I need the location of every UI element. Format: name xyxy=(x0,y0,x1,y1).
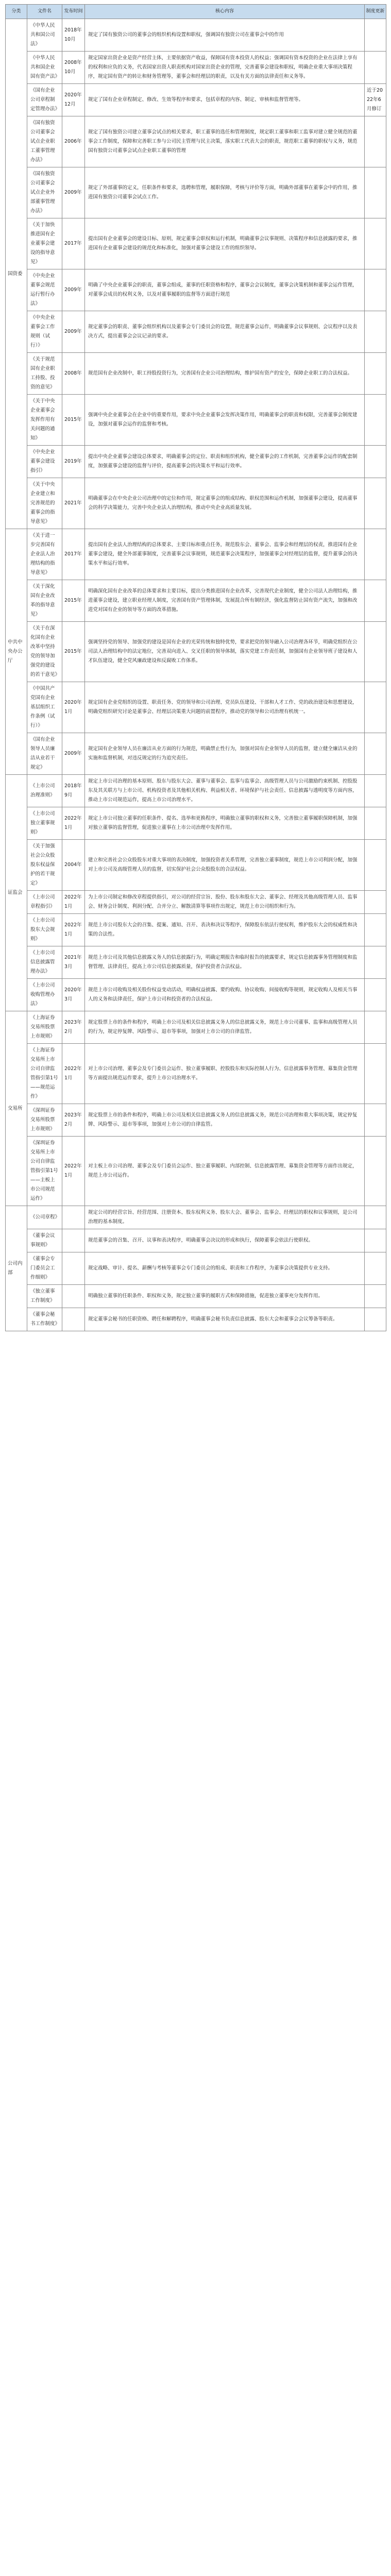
update-status-cell xyxy=(365,1104,386,1137)
publish-date-cell: 2022年1月 xyxy=(62,807,85,840)
core-content-cell: 建立和完善社会公众股股东对重大事项的表决制度，加强投资者关系管理，完善独立董事制度，规范上市公司利润分配，加强对上市公司及高级管理人员的监督，切实保护社会公众股股东的合法权益。 xyxy=(85,840,365,891)
update-status-cell xyxy=(365,116,386,167)
file-name-cell: 《国有独资公司董事会试点企业职工董事管理办法》 xyxy=(27,116,62,167)
publish-date-cell: 2019年 xyxy=(62,446,85,478)
file-name-cell: 《中华人民共和国企业国有资产法》 xyxy=(27,52,62,84)
file-name-cell: 《上市公司独立董事规则》 xyxy=(27,807,62,840)
file-name-cell: 《上海证券交易所上市公司自律监管指引第1号——规范运作》 xyxy=(27,1044,62,1104)
table-row xyxy=(6,622,386,682)
table-row xyxy=(6,1011,386,1044)
table-row xyxy=(6,84,386,116)
core-content-cell: 规定上市公司独立董事的任职条件、提名、选举和更换程序，明确独立董事的职权和义务，完善独立董事履职保障机制，加强对独立董事的监督管理，促进独立董事在上市公司治理中发挥作用。 xyxy=(85,807,365,840)
core-content-cell: 对上市公司治理、董事会及专门委员会运作、独立董事履职、控股股东和实际控制人行为、信息披露事务管理、募集资金管理等方面提出规范运作要求，提升上市公司治理水平。 xyxy=(85,1044,365,1104)
publish-date-cell: 2009年 xyxy=(62,269,85,311)
core-content-cell: 规范上市公司收购及相关股份权益变动活动，明确权益披露、要约收购、协议收购、间接收购等规则，规定收购人及相关当事人的义务和法律责任，保护上市公司和投资者的合法权益。 xyxy=(85,979,365,1011)
core-content-cell: 对主板上市公司治理、董事会及专门委员会运作、独立董事履职、内部控制、信息披露管理、募集资金管理等方面作出规定，规范上市公司运作。 xyxy=(85,1137,365,1206)
publish-date-cell xyxy=(62,1206,85,1229)
update-status-cell xyxy=(365,1229,386,1252)
table-row xyxy=(6,311,386,353)
table-body xyxy=(6,19,386,1331)
file-name-cell: 《上市公司章程指引》 xyxy=(27,891,62,914)
core-content-cell: 规定董事会秘书的任职资格、聘任和解聘程序，明确董事会秘书负责信息披露、股东大会和董事会会议筹备等职责。 xyxy=(85,1308,365,1331)
publish-date-cell xyxy=(62,1229,85,1252)
update-status-cell xyxy=(365,733,386,775)
file-name-cell: 《中央企业董事会规范运行暂行办法》 xyxy=(27,269,62,311)
file-name-cell: 《上市公司股东大会规则》 xyxy=(27,914,62,946)
update-status-cell xyxy=(365,807,386,840)
table-row xyxy=(6,1104,386,1137)
table-row xyxy=(6,218,386,269)
file-name-cell: 《董事会议事规则》 xyxy=(27,1229,62,1252)
update-status-cell xyxy=(365,1252,386,1285)
publish-date-cell xyxy=(62,1285,85,1308)
table-row xyxy=(6,1285,386,1308)
update-status-cell xyxy=(365,1137,386,1206)
core-content-cell: 规范董事会的召集、召开、议事和表决程序，明确董事会决议的形成和执行，保障董事会依法行使职权。 xyxy=(85,1229,365,1252)
update-status-cell xyxy=(365,840,386,891)
update-status-cell xyxy=(365,946,386,979)
file-name-cell: 《中国共产党国有企业基层组织工作条例（试行）》 xyxy=(27,682,62,733)
core-content-cell: 为上市公司制定和修改章程提供指引，对公司的经营宗旨、股份、股东和股东大会、董事会、经理及其他高级管理人员、监事会、财务会计制度、利润分配、合并分立、解散清算等事项作出规定，规范上市公司组织和行为。 xyxy=(85,891,365,914)
core-content-cell: 强调中央企业董事会在企业中的重要作用，要求中央企业董事会发挥决策作用，明确董事会的职责和权限，完善董事会制度建设，加强对董事会运作的监督和考核。 xyxy=(85,395,365,446)
publish-date-cell: 2015年 xyxy=(62,622,85,682)
file-name-cell: 《董事会秘书工作制度》 xyxy=(27,1308,62,1331)
publish-date-cell: 2018年10月 xyxy=(62,19,85,52)
core-content-cell: 提出国有企业董事会的建设目标、原则，规定董事会职权和运行机制，明确董事会议事规则、决策程序和信息披露的要求，推进国有企业董事会建设的规范化和标准化，加强对董事会建设工作的组织领导。 xyxy=(85,218,365,269)
table-row xyxy=(6,116,386,167)
file-name-cell: 《国有企业领导人员廉洁从业若干规定》 xyxy=(27,733,62,775)
file-name-cell: 《独立董事工作制度》 xyxy=(27,1285,62,1308)
core-content-cell: 规定了外部董事的定义，任职条件和要求，选聘和管理，履职保障，考核与评价等方面，明确外部董事在董事会中的作用，推进国有独资公司董事会试点工作。 xyxy=(85,167,365,218)
core-content-cell: 规范上市公司股东大会的召集、提案、通知、召开、表决和决议等程序，保障股东依法行使权利，维护股东大会的权威性和决策的合法性。 xyxy=(85,914,365,946)
core-content-cell: 规定了国有企业章程制定、修改、生效等程序和要求，包括章程的内容、制定、审核和监督管理等。 xyxy=(85,84,365,116)
core-content-cell: 规定战略、审计、提名、薪酬与考核等董事会专门委员会的组成、职责和工作程序，为董事会决策提供专业支持。 xyxy=(85,1252,365,1285)
update-status-cell xyxy=(365,311,386,353)
table-row xyxy=(6,682,386,733)
publish-date-cell xyxy=(62,1252,85,1285)
table-row xyxy=(6,946,386,979)
publish-date-cell: 2020年1月 xyxy=(62,682,85,733)
publish-date-cell: 2009年 xyxy=(62,167,85,218)
file-name-cell: 《关于规范国有企业职工持股、投资的意见》 xyxy=(27,353,62,395)
file-name-cell: 《关于在深化国有企业改革中坚持党的领导加强党的建设的若干意见》 xyxy=(27,622,62,682)
publish-date-cell: 2020年3月 xyxy=(62,979,85,1011)
publish-date-cell: 2017年 xyxy=(62,218,85,269)
update-status-cell xyxy=(365,682,386,733)
core-content-cell: 规定国有企业党组织的设置、职责任务、党的领导和公司治理、党员队伍建设、干部和人才工作、党的政治建设和思想建设，明确党组织研究讨论是董事会、经理层决策重大问题的前置程序，推动党的领导和公司治理有机统一。 xyxy=(85,682,365,733)
table-row xyxy=(6,1252,386,1285)
table-row xyxy=(6,446,386,478)
category-cell: 证监会 xyxy=(6,775,27,1011)
file-name-cell: 《中央企业董事会建设指引》 xyxy=(27,446,62,478)
core-content-cell: 规定上市公司治理的基本原则、股东与股东大会、董事与董事会、监事与监事会、高级管理人员与公司激励约束机制、控股股东及其关联方与上市公司、机构投资者及其他相关机构、利益相关者、环境保护与社会责任、信息披露与透明度等方面内容，推动上市公司规范运作，提高上市公司治理水平。 xyxy=(85,775,365,807)
update-status-cell xyxy=(365,52,386,84)
publish-date-cell: 2022年1月 xyxy=(62,914,85,946)
update-status-cell xyxy=(365,529,386,580)
core-content-cell: 提出中央企业董事会建设总体要求，明确董事会的定位、职责和组织机构，健全董事会的工作机制，完善董事会运作的配套制度，加强董事会建设的监督与评价，提高董事会的决策水平和运行效率。 xyxy=(85,446,365,478)
core-content-cell: 强调坚持党的领导、加强党的建设是国有企业的光荣传统和独特优势，要求把党的领导融入公司治理各环节，明确党组织在公司法人治理结构中的法定地位，完善双向进入、交叉任职的领导体制，落实党建工作责任制，加强国有企业领导班子建设和人才队伍建设，健全党风廉政建设和反腐败工作体系。 xyxy=(85,622,365,682)
header-category: 分类 xyxy=(6,5,27,19)
publish-date-cell: 2009年 xyxy=(62,733,85,775)
table-row xyxy=(6,1308,386,1331)
update-status-cell xyxy=(365,446,386,478)
update-status-cell xyxy=(365,218,386,269)
publish-date-cell: 2023年2月 xyxy=(62,1011,85,1044)
update-status-cell xyxy=(365,478,386,529)
table-row xyxy=(6,914,386,946)
table-row xyxy=(6,891,386,914)
update-status-cell xyxy=(365,914,386,946)
file-name-cell: 《关于深化国有企业改革的指导意见》 xyxy=(27,580,62,622)
table-row xyxy=(6,840,386,891)
table-row xyxy=(6,979,386,1011)
publish-date-cell: 2022年1月 xyxy=(62,1137,85,1206)
update-status-cell xyxy=(365,1206,386,1229)
update-status-cell xyxy=(365,979,386,1011)
update-status-cell: 近于2022年6月修订 xyxy=(365,84,386,116)
core-content-cell: 规定股票上市的条件和程序，明确上市公司及相关信息披露义务人的信息披露义务，规范公司治理和重大事项决策，规定停复牌、风险警示、退市等事项，加强对上市公司的自律监管。 xyxy=(85,1104,365,1137)
publish-date-cell: 2006年 xyxy=(62,116,85,167)
update-status-cell xyxy=(365,891,386,914)
table-row xyxy=(6,807,386,840)
header-updated: 制度更新 xyxy=(365,5,386,19)
update-status-cell xyxy=(365,1285,386,1308)
table-row xyxy=(6,775,386,807)
table-row xyxy=(6,1137,386,1206)
table-row xyxy=(6,395,386,446)
core-content-cell: 规定了国有独资公司建立董事会试点的相关要求，职工董事的选任和管理制度，规定职工董事和职工监事对建立健全规范的董事会工作制度，保障和完善职工参与公司民主管理与民主决策，落实职工代表大会的职责，规范职工董事的职权与义务，规范国有独资公司董事会试点企业职工董事的管理 xyxy=(85,116,365,167)
file-name-cell: 《关于中央企业董事会发挥作用有关问题的通知》 xyxy=(27,395,62,446)
publish-date-cell: 2015年 xyxy=(62,580,85,622)
publish-date-cell: 2009年 xyxy=(62,311,85,353)
file-name-cell: 《公司章程》 xyxy=(27,1206,62,1229)
file-name-cell: 《上市公司治理准则》 xyxy=(27,775,62,807)
publish-date-cell: 2008年10月 xyxy=(62,52,85,84)
core-content-cell: 明确了中央企业董事会的职责，董事会组成，董事的任职资格和程序，董事会会议制度，董事会决策机制和董事会运作管理，对董事会成员的权利义务，以及对董事履职的监督等方面进行规范 xyxy=(85,269,365,311)
publish-date-cell: 2023年2月 xyxy=(62,1104,85,1137)
file-name-cell: 《深圳证券交易所股票上市规则》 xyxy=(27,1104,62,1137)
publish-date-cell: 2022年1月 xyxy=(62,891,85,914)
publish-date-cell: 2017年 xyxy=(62,529,85,580)
file-name-cell: 《关于中央企业建立和完善规范的董事会的指导意见》 xyxy=(27,478,62,529)
update-status-cell xyxy=(365,353,386,395)
header-file: 文件名 xyxy=(27,5,62,19)
publish-date-cell: 2008年 xyxy=(62,353,85,395)
update-status-cell xyxy=(365,269,386,311)
publish-date-cell: 2021年3月 xyxy=(62,946,85,979)
header-content: 核心内容 xyxy=(85,5,365,19)
file-name-cell: 《上市公司收购管理办法》 xyxy=(27,979,62,1011)
publish-date-cell: 2021年 xyxy=(62,478,85,529)
publish-date-cell: 2018年9月 xyxy=(62,775,85,807)
table-row xyxy=(6,1206,386,1229)
update-status-cell xyxy=(365,1044,386,1104)
core-content-cell: 规定国家出资企业是资产经营主体，主要依据资产收益，保障国有资本投资人的权益；强调国有资本投资的企业在法律上享有的权利和应负的义务，代表国家出资人职责机构对国家出资企业的管理，完善董事会建设和职权，明确企业重大事项决策程序，规定国有资产的转让和财务管理等，董事会和经理层的职责，以及有关方面的法律责任和义务等。 xyxy=(85,52,365,84)
category-cell: 国资委 xyxy=(6,19,27,529)
publish-date-cell xyxy=(62,1308,85,1331)
update-status-cell xyxy=(365,1308,386,1331)
core-content-cell: 明确独立董事的任职条件、职权和义务，规定独立董事的履职方式和保障措施，促进独立董事充分发挥作用。 xyxy=(85,1285,365,1308)
category-cell: 中共中央办公厅 xyxy=(6,529,27,775)
category-cell: 交易所 xyxy=(6,1011,27,1206)
table-row xyxy=(6,167,386,218)
header-date: 发布时间 xyxy=(62,5,85,19)
table-row xyxy=(6,580,386,622)
file-name-cell: 《国有独资公司董事会试点企业外部董事管理办法》 xyxy=(27,167,62,218)
core-content-cell: 规定国有企业领导人员在廉洁从业方面的行为规范，明确禁止性行为，加强对国有企业领导人员的监督，建立健全廉洁从业的实施和监督机制，对违反规定的行为追究责任。 xyxy=(85,733,365,775)
publish-date-cell: 2015年 xyxy=(62,395,85,446)
core-content-cell: 规定股票上市的条件和程序，明确上市公司及相关信息披露义务人的信息披露义务，规范上市公司董事、监事和高级管理人员的行为，规定停复牌、风险警示、退市等事项，加强对上市公司的自律监管。 xyxy=(85,1011,365,1044)
table-row xyxy=(6,478,386,529)
update-status-cell xyxy=(365,1011,386,1044)
regulations-table xyxy=(5,4,386,1331)
table-row xyxy=(6,1044,386,1104)
file-name-cell: 《关于进一步完善国有企业法人治理结构的指导意见》 xyxy=(27,529,62,580)
update-status-cell xyxy=(365,167,386,218)
update-status-cell xyxy=(365,622,386,682)
table-row xyxy=(6,733,386,775)
file-name-cell: 《上市公司信息披露管理办法》 xyxy=(27,946,62,979)
file-name-cell: 《中央企业董事会工作规则（试行）》 xyxy=(27,311,62,353)
table-row xyxy=(6,19,386,52)
table-row xyxy=(6,529,386,580)
publish-date-cell: 2022年1月 xyxy=(62,1044,85,1104)
core-content-cell: 规范国有企业改制中，职工持股投资行为，完善国有企业公司治理结构，维护国有资产的安全，保障企业职工的合法权益。 xyxy=(85,353,365,395)
core-content-cell: 提出国有企业法人治理结构的总体要求、主要目标和重点任务，规范股东会、董事会、监事会和经理层的权责，推进国有企业董事会建设，健全外部董事制度，完善董事会议事规则，规范董事会决策程序，加强董事会对经理层的监督，提升董事会的决策水平和运行效率。 xyxy=(85,529,365,580)
file-name-cell: 《关于加快推进国有企业董事会建设的指导意见》 xyxy=(27,218,62,269)
core-content-cell: 明确董事会在中央企业公司治理中的定位和作用，规定董事会的组成结构、职权范围和运作机制，加强董事会建设，提高董事会的科学决策能力，完善中央企业法人治理结构，推动中央企业高质量发展。 xyxy=(85,478,365,529)
table-row xyxy=(6,52,386,84)
core-content-cell: 规定公司的经营宗旨、经营范围、注册资本、股东权利义务、股东大会、董事会、监事会、经理层的职权和议事规则，是公司治理的基本制度。 xyxy=(85,1206,365,1229)
table-row xyxy=(6,1229,386,1252)
publish-date-cell: 2020年12月 xyxy=(62,84,85,116)
publish-date-cell: 2004年 xyxy=(62,840,85,891)
table-header-row xyxy=(6,5,386,19)
table-row xyxy=(6,269,386,311)
update-status-cell xyxy=(365,19,386,52)
category-cell: 公司内部 xyxy=(6,1206,27,1331)
file-name-cell: 《深圳证券交易所上市公司自律监管指引第1号——主板上市公司规范运作》 xyxy=(27,1137,62,1206)
file-name-cell: 《国有企业公司章程制定管理办法》 xyxy=(27,84,62,116)
update-status-cell xyxy=(365,775,386,807)
core-content-cell: 明确深化国有企业改革的总体要求和主要目标，提出分类推进国有企业改革，完善现代企业制度，健全公司法人治理结构，推进董事会建设，建立职业经理人制度，完善国有资产管理体制，发展混合所有制经济，强化监督防止国有资产流失，加强和改进党对国有企业的领导等方面的改革措施。 xyxy=(85,580,365,622)
file-name-cell: 《中华人民共和国公司法》 xyxy=(27,19,62,52)
file-name-cell: 《关于加强社会公众股股东权益保护的若干规定》 xyxy=(27,840,62,891)
core-content-cell: 规定了国有独资公司的董事会的组织机构设置和职权，强调国有独资公司在董事会中的作用 xyxy=(85,19,365,52)
update-status-cell xyxy=(365,580,386,622)
file-name-cell: 《董事会专门委员会工作细则》 xyxy=(27,1252,62,1285)
core-content-cell: 规范上市公司及其他信息披露义务人的信息披露行为，明确定期报告和临时报告的披露要求，规定信息披露事务管理制度和监督管理、法律责任，提高上市公司信息披露质量，保护投资者合法权益。 xyxy=(85,946,365,979)
file-name-cell: 《上海证券交易所股票上市规则》 xyxy=(27,1011,62,1044)
table-row xyxy=(6,353,386,395)
update-status-cell xyxy=(365,395,386,446)
core-content-cell: 规定董事会的职责、董事会组织机构以及董事会专门委员会的设置，规范董事会运作，明确董事会议事规则、会议程序以及表决方式，提出董事会会议记录的要求。 xyxy=(85,311,365,353)
